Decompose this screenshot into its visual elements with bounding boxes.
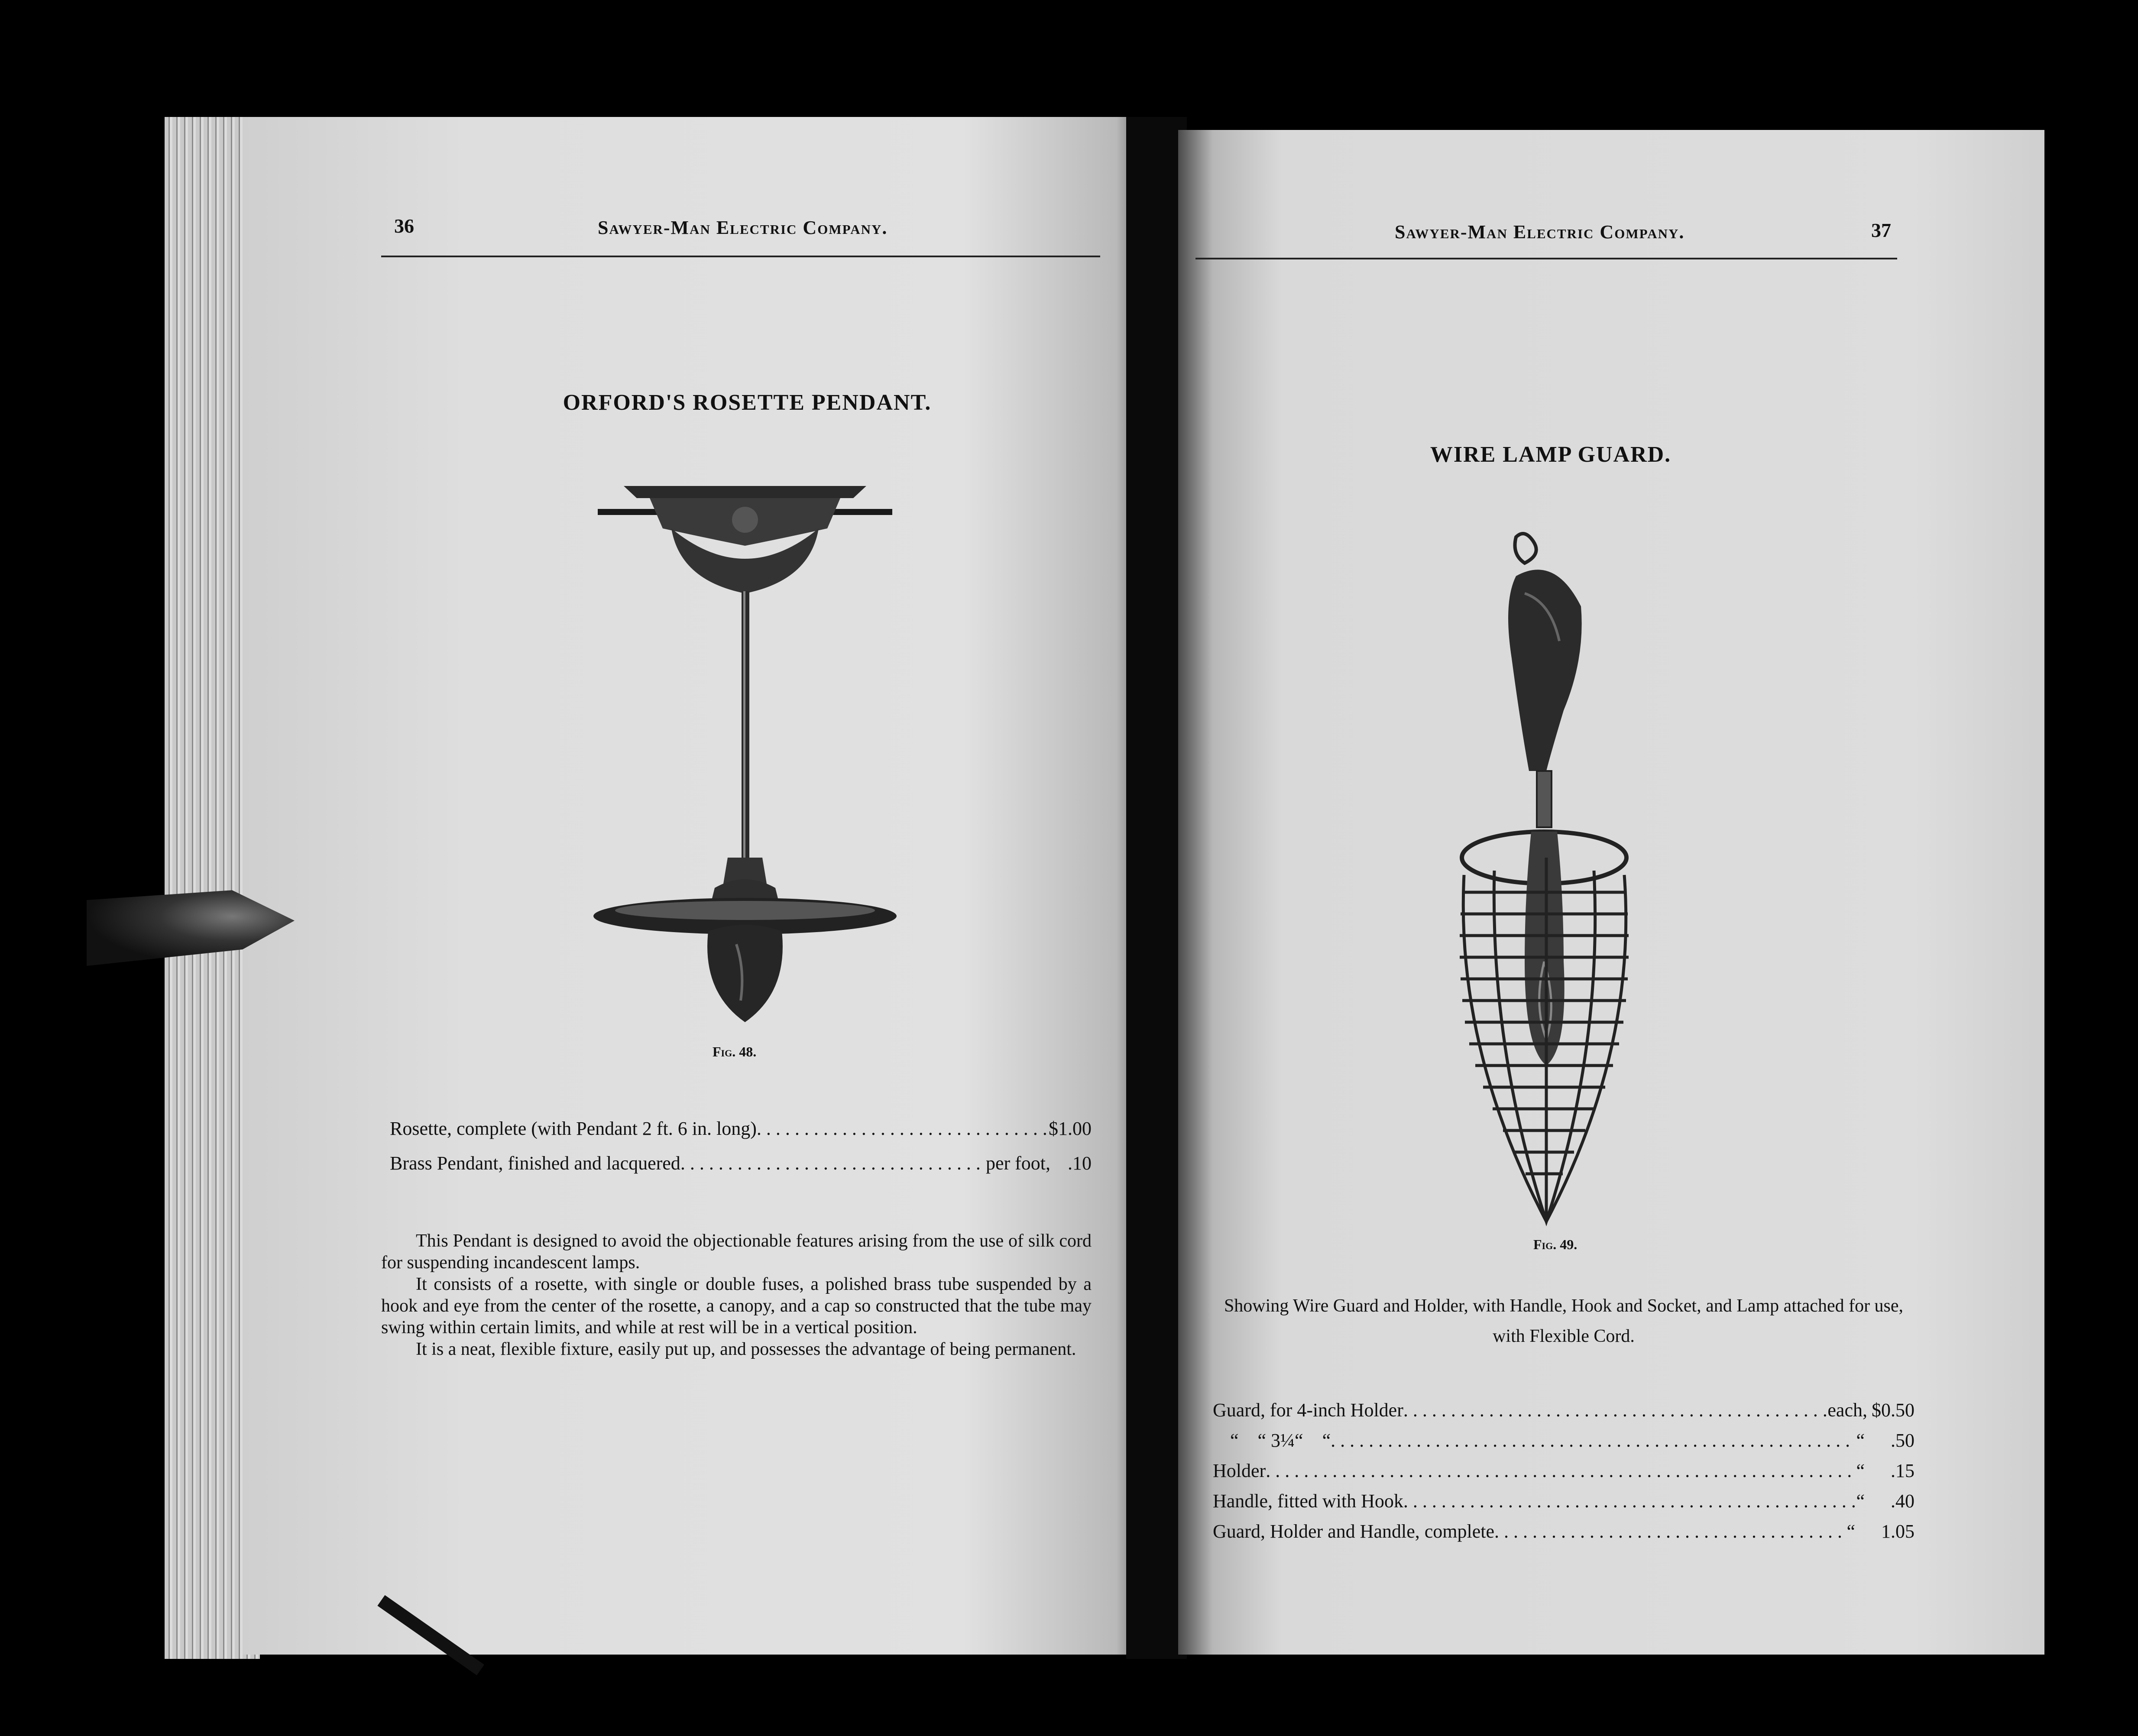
- price-row: [1213, 1520, 1914, 1542]
- price-leader: [1494, 1520, 1846, 1542]
- price-row: [1213, 1429, 1914, 1451]
- price-item: Brass Pendant, finished and lacquered: [390, 1153, 680, 1174]
- price-leader: [1331, 1429, 1856, 1451]
- price-unit: each,: [1827, 1399, 1867, 1421]
- price-leader: [757, 1117, 1049, 1140]
- pendant-description: [381, 1230, 1092, 1360]
- right-running-head: Sawyer-Man Electric Company.: [1395, 221, 1685, 243]
- price-item: Handle, fitted with Hook: [1213, 1490, 1403, 1512]
- figure-49-label: Fig. 49.: [1533, 1237, 1578, 1252]
- price-leader: [680, 1152, 986, 1174]
- price-row: [1213, 1460, 1914, 1482]
- figure-48-label: Fig. 48.: [713, 1044, 757, 1059]
- right-page-number: 37: [1871, 219, 1891, 241]
- price-unit: “: [1846, 1521, 1855, 1542]
- price-value: .40: [1891, 1490, 1914, 1512]
- wire-lamp-guard-illustration: [1438, 528, 1698, 1230]
- price-unit: “: [1856, 1430, 1865, 1451]
- price-row: [1213, 1490, 1914, 1512]
- price-unit: “: [1856, 1460, 1865, 1481]
- price-item: “ “ 3¼“ “: [1230, 1430, 1331, 1451]
- price-unit: per foot,: [985, 1153, 1050, 1174]
- price-value: .15: [1891, 1460, 1914, 1481]
- price-value: .50: [1891, 1430, 1914, 1451]
- rosette-pendant-illustration: [585, 481, 905, 1035]
- description-paragraph: This Pendant is designed to avoid the objectionable features arising from the use of silk cord for suspending incandescent lamps.: [381, 1231, 1092, 1273]
- price-value: 1.05: [1881, 1521, 1914, 1542]
- price-item: Guard, for 4-inch Holder: [1213, 1399, 1403, 1421]
- right-header-rule: [1195, 258, 1897, 259]
- price-row: [1213, 1399, 1914, 1421]
- description-paragraph: It consists of a rosette, with single or double fuses, a polished brass tube suspended by a hook and eye from the center of the rosette, a canopy, and a cap so constructed that the tube may swing within certain limits, and while at rest will be in a vertical position.: [381, 1274, 1092, 1338]
- left-running-head: Sawyer-Man Electric Company.: [598, 217, 888, 238]
- price-item: Holder: [1213, 1460, 1266, 1481]
- price-value: $0.50: [1872, 1399, 1914, 1421]
- price-row: [390, 1152, 1092, 1174]
- book-gutter: [1126, 117, 1187, 1659]
- price-leader: [1266, 1460, 1856, 1482]
- price-item: Guard, Holder and Handle, complete: [1213, 1521, 1494, 1542]
- left-page-title: ORFORD'S ROSETTE PENDANT.: [563, 390, 932, 415]
- left-page-number: 36: [394, 215, 414, 237]
- lamp-guard-caption: Showing Wire Guard and Holder, with Handle, Hook and Socket, and Lamp attached for use, with Flexible Cord.: [1224, 1296, 1904, 1346]
- price-leader: [1403, 1490, 1856, 1512]
- left-header-rule: [381, 256, 1100, 257]
- right-page-title: WIRE LAMP GUARD.: [1430, 442, 1672, 467]
- price-item: Rosette, complete (with Pendant 2 ft. 6 in. long): [390, 1118, 757, 1139]
- description-paragraph: It is a neat, flexible fixture, easily put up, and possesses the advantage of being permanent.: [416, 1339, 1076, 1359]
- price-leader: [1403, 1399, 1828, 1421]
- price-value: $1.00: [1049, 1118, 1092, 1139]
- price-unit: “: [1856, 1490, 1865, 1512]
- price-value: .10: [1068, 1153, 1092, 1174]
- price-row: [390, 1117, 1092, 1140]
